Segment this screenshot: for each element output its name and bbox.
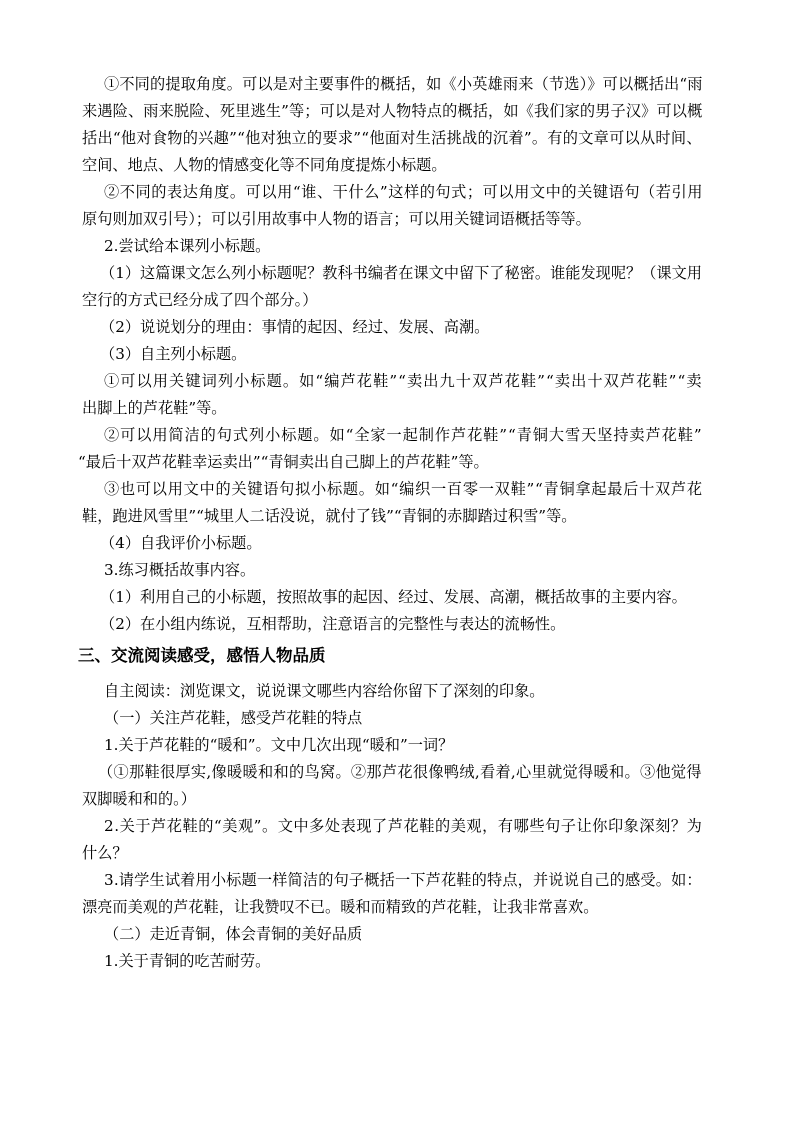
text-line: 出脚上的芦花鞋”等。: [82, 399, 227, 417]
text-line: 空间、地点、人物的情感变化等不同角度提炼小标题。: [82, 156, 447, 174]
text-line: 2.尝试给本课列小标题。: [104, 237, 271, 255]
text-line: ②可以用简洁的句式列小标题。如“全家一起制作芦花鞋”“青铜大雪天坚持卖芦花鞋”: [104, 426, 703, 444]
text-line: “最后十双芦花鞋幸运卖出”“青铜卖出自己脚上的芦花鞋”等。: [78, 453, 489, 471]
section-heading: 三、交流阅读感受，感悟人物品质: [78, 646, 326, 665]
text-line: （2）在小组内练说，互相帮助，注意语言的完整性与表达的流畅性。: [100, 615, 566, 633]
text-line: ①可以用关键词列小标题。如“编芦花鞋”“卖出九十双芦花鞋”“卖出十双芦花鞋”“卖: [104, 372, 703, 390]
text-line: ②不同的表达角度。可以用“谁、干什么”这样的句式；可以用文中的关键语句（若引用: [104, 183, 704, 201]
text-line: （①那鞋很厚实,像暖暖和和的鸟窝。②那芦花很像鸭绒,看着,心里就觉得暖和。③他觉得: [98, 763, 702, 781]
text-line: 鞋，跑进风雪里”“城里人二话没说，就付了钱”“青铜的赤脚踏过积雪”等。: [82, 507, 577, 525]
text-line: 漂亮而美观的芦花鞋，让我赞叹不已。暖和而精致的芦花鞋，让我非常喜欢。: [82, 898, 599, 916]
text-line: 双脚暖和和的。）: [82, 790, 196, 808]
text-line: 2.关于芦花鞋的“美观”。文中多处表现了芦花鞋的美观，有哪些句子让你印象深刻？为: [104, 817, 703, 835]
text-line: （4）自我评价小标题。: [100, 534, 262, 552]
text-line: 来遇险、雨来脱险、死里逃生”等；可以是对人物特点的概括，如《我们家的男子汉》可以概: [82, 102, 703, 120]
text-line: 空行的方式已经分成了四个部分。）: [82, 291, 318, 309]
text-line: （1）利用自己的小标题，按照故事的起因、经过、发展、高潮，概括故事的主要内容。: [100, 588, 687, 606]
text-line: ③也可以用文中的关键语句拟小标题。如“编织一百零一双鞋”“青铜拿起最后十双芦花: [104, 480, 703, 498]
text-line: （3）自主列小标题。: [100, 345, 247, 363]
text-line: （二）走近青铜，体会青铜的美好品质: [104, 925, 363, 943]
text-line: 3.练习概括故事内容。: [104, 561, 256, 579]
text-line: 什么？: [82, 844, 128, 862]
text-line: 括出“他对食物的兴趣”“他对独立的要求”“他面对生活挑战的沉着”。有的文章可以从时间、: [82, 129, 702, 147]
text-line: 自主阅读：浏览课文，说说课文哪些内容给你留下了深刻的印象。: [104, 682, 545, 700]
text-line: 3.请学生试着用小标题一样简洁的句子概括一下芦花鞋的特点，并说说自己的感受。如：: [104, 871, 702, 889]
text-line: 1.关于青铜的吃苦耐劳。: [104, 952, 271, 970]
text-line: （1）这篇课文怎么列小标题呢？教科书编者在课文中留下了秘密。谁能发现呢？（课文用: [100, 264, 702, 282]
text-line: （2）说说划分的理由：事情的起因、经过、发展、高潮。: [100, 318, 490, 336]
text-line: 1.关于芦花鞋的“暖和”。文中几次出现“暖和”一词？: [104, 736, 454, 754]
text-line: 原句则加双引号）；可以引用故事中人物的语言；可以用关键词语概括等等。: [82, 210, 591, 228]
text-line: （一）关注芦花鞋，感受芦花鞋的特点: [104, 709, 363, 727]
text-line: ①不同的提取角度。可以是对主要事件的概括，如《小英雄雨来（节选）》可以概括出“雨: [104, 75, 703, 93]
